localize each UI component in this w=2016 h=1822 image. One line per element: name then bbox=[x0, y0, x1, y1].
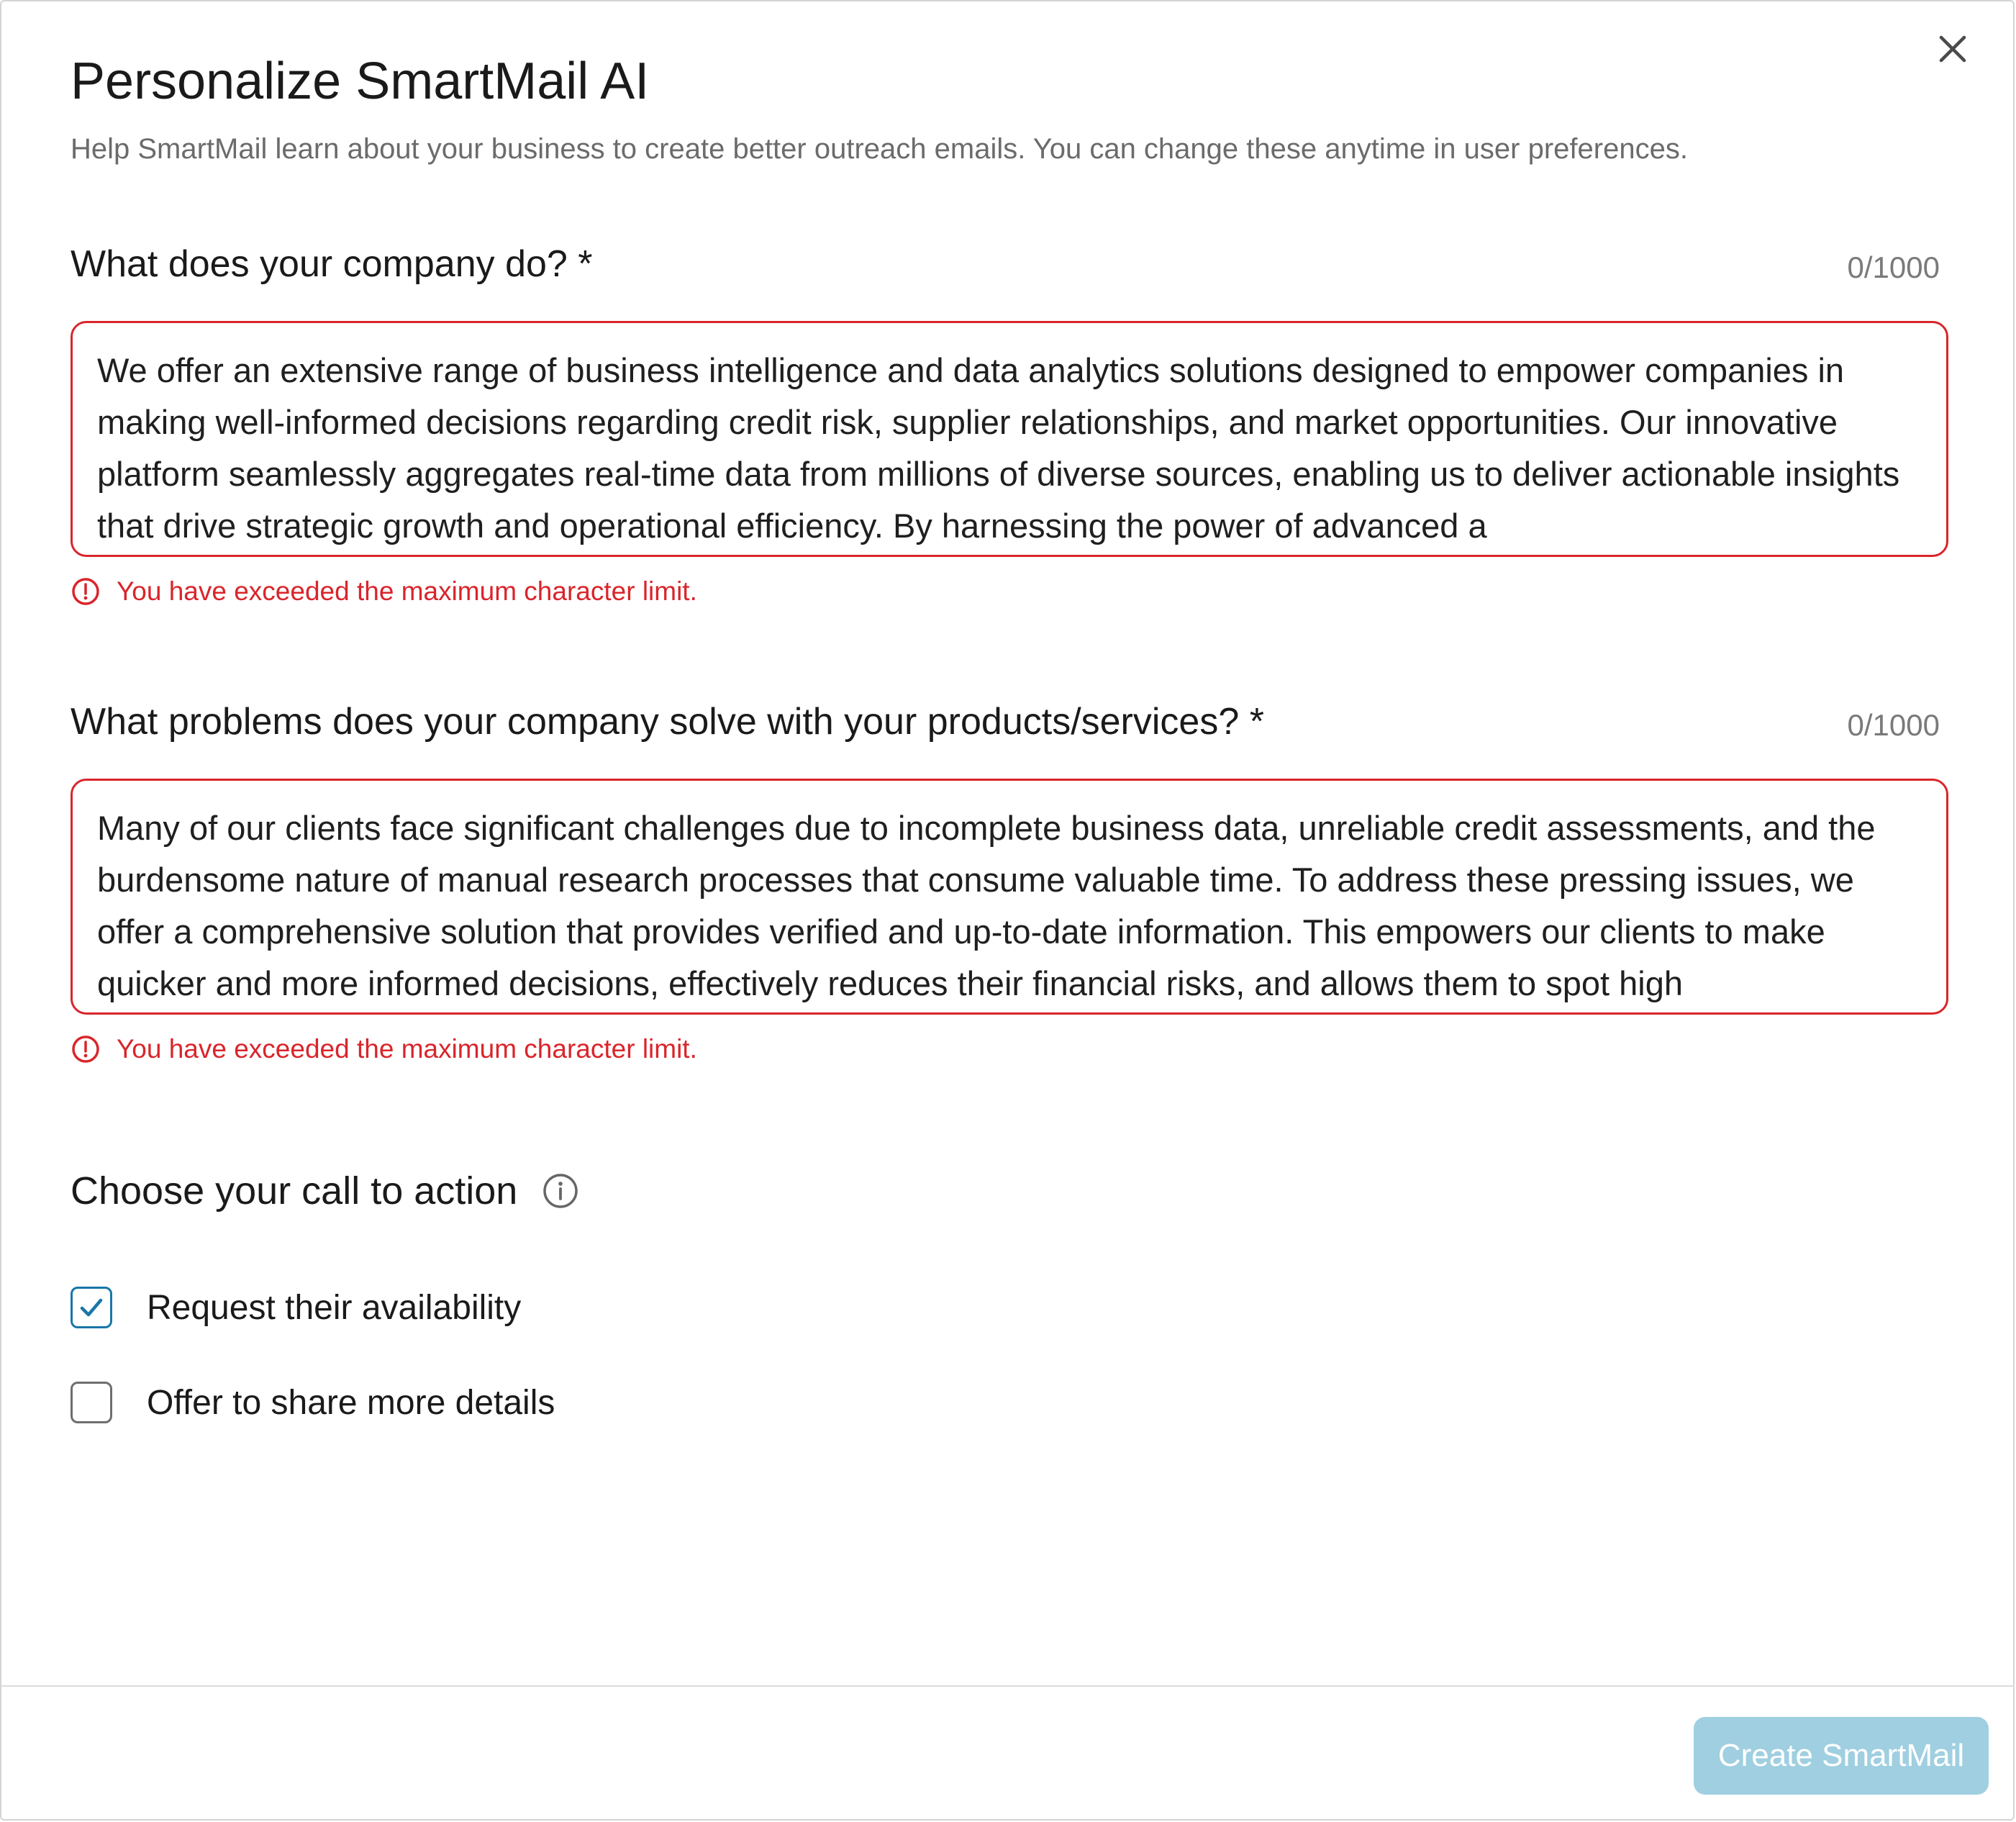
option-request-availability[interactable] bbox=[71, 1287, 521, 1328]
company-description-counter: 0/1000 bbox=[1847, 250, 1940, 284]
problems-solved-counter: 0/1000 bbox=[1847, 708, 1940, 742]
close-button[interactable] bbox=[1931, 27, 1974, 71]
dialog-title: Personalize SmartMail AI bbox=[71, 53, 650, 110]
checkmark-icon bbox=[76, 1292, 107, 1323]
alert-circle-icon bbox=[71, 576, 101, 607]
company-description-text: We offer an extensive range of business intelligence and data analytics solutions designed to empower companies in making well-informed decisions regarding credit risk, supplier relationships, and market opportunities. Our innovative platform seamlessly aggregates real-time data from millions of diverse sources, enabling us to deliver actionable insights that drive strategic growth and operational efficiency. By harnessing the power of advanced a bbox=[97, 351, 1900, 545]
problems-solved-text: Many of our clients face significant challenges due to incomplete business data, unreliable credit assessments, and the burdensome nature of manual research processes that consume valuable time. To address these pressing issues, we offer a comprehensive solution that provides verified and up-to-date information. This empowers our clients to make quicker and more informed decisions, effectively reduces their financial risks, and allows them to spot high bbox=[97, 809, 1876, 1002]
create-smartmail-button[interactable]: Create SmartMail bbox=[1694, 1717, 1989, 1795]
close-icon bbox=[1931, 27, 1974, 71]
dialog-subtitle: Help SmartMail learn about your business to create better outreach emails. You can change these anytime in user preferences. bbox=[71, 133, 1688, 165]
company-description-error bbox=[71, 574, 697, 609]
alert-circle-icon bbox=[71, 1034, 101, 1064]
call-to-action-heading bbox=[71, 1169, 579, 1213]
problems-solved-error bbox=[71, 1032, 697, 1066]
request-availability-label: Request their availability bbox=[147, 1288, 522, 1327]
call-to-action-title: Choose your call to action bbox=[71, 1169, 518, 1213]
share-details-label: Offer to share more details bbox=[147, 1383, 555, 1422]
company-description-label: What does your company do? * bbox=[71, 243, 593, 285]
problems-solved-label: What problems does your company solve with your products/services? * bbox=[71, 701, 1264, 743]
option-share-details[interactable] bbox=[71, 1382, 555, 1423]
company-description-error-text: You have exceeded the maximum character limit. bbox=[117, 576, 697, 606]
request-availability-checkbox[interactable] bbox=[71, 1287, 112, 1328]
problems-solved-input[interactable] bbox=[71, 779, 1948, 1015]
company-description-input[interactable] bbox=[71, 321, 1948, 557]
info-icon[interactable] bbox=[542, 1172, 579, 1210]
footer-divider bbox=[1, 1685, 2015, 1687]
problems-solved-error-text: You have exceeded the maximum character limit. bbox=[117, 1034, 697, 1064]
share-details-checkbox[interactable] bbox=[71, 1382, 112, 1423]
